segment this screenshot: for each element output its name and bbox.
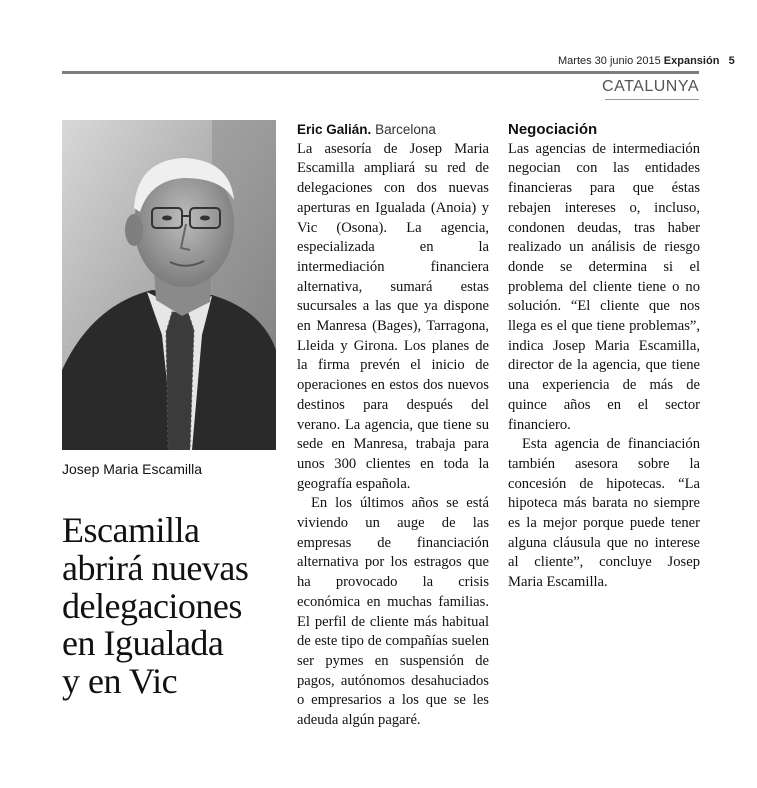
issue-date: Martes 30 junio 2015 [558, 55, 661, 67]
byline-author: Eric Galián. [297, 122, 372, 137]
article-column-2 [508, 120, 700, 593]
portrait-illustration [62, 120, 276, 450]
headline-line: y en Vic [62, 661, 178, 702]
header-rule [62, 71, 699, 74]
subheading: Negociación [508, 121, 598, 138]
headline-line: delegaciones [62, 585, 242, 626]
byline [297, 120, 489, 140]
body-paragraph: Esta agencia de financiación también asesora sobre la concesión de hipotecas. “La hipoteca más barata no siempre es la mejor porque puede tener alguna cláusula que no interese al cliente”, concluye Josep Maria Escamilla. [508, 436, 700, 591]
publication-name: Expansión [663, 55, 720, 67]
portrait-photo [62, 120, 276, 450]
body-paragraph: La asesoría de Josep Maria Escamilla ampliará su red de delegaciones con dos nuevas aperturas en Igualada (Anoia) y Vic (Osona). La agencia, especializada en la intermediación financiera alternativa, sumará estas sucursales a las que ya dispone en Manresa (Bages), Tarragona, Lleida y Girona. Los planes de la firma prevén el inicio de operaciones en estos dos nuevos destinos para después del verano. La agencia, que tiene su sede en Manresa, trabaja para unos 300 clientes en toda la geografía española. [297, 140, 489, 492]
page-number: 5 [728, 55, 735, 67]
byline-city: Barcelona [375, 122, 436, 137]
headline [62, 512, 292, 701]
section-label: CATALUNYA [602, 78, 699, 95]
section-rule [605, 99, 699, 100]
photo-caption: Josep Maria Escamilla [62, 461, 203, 477]
body-paragraph: En los últimos años se está viviendo un auge de las empresas de financiación alternativa por los estragos que ha provocado la crisis económica en muchas familias. El perfil de cliente más habitual de este tipo de compañías suelen ser pymes en suspensión de pagos, autónomos desahuciados o empresarios a los que se les adeuda algún pagaré. [297, 495, 489, 729]
headline-line: en Igualada [62, 623, 224, 664]
article-column-1 [297, 120, 489, 731]
body-paragraph: Las agencias de intermediación negocian con las entidades financieras para que éstas rebajen intereses o, incluso, condonen deudas, tras haber realizado un análisis de riesgo donde se determina si el problema del cliente tiene o no solución. “El cliente que nos llega es el que tiene problemas”, indica Josep Maria Escamilla, director de la agencia, que tiene una experiencia de más de quince años en el sector financiero. [508, 140, 700, 433]
page-header [558, 55, 735, 67]
headline-line: Escamilla [62, 510, 200, 550]
headline-line: abrirá nuevas [62, 547, 249, 588]
